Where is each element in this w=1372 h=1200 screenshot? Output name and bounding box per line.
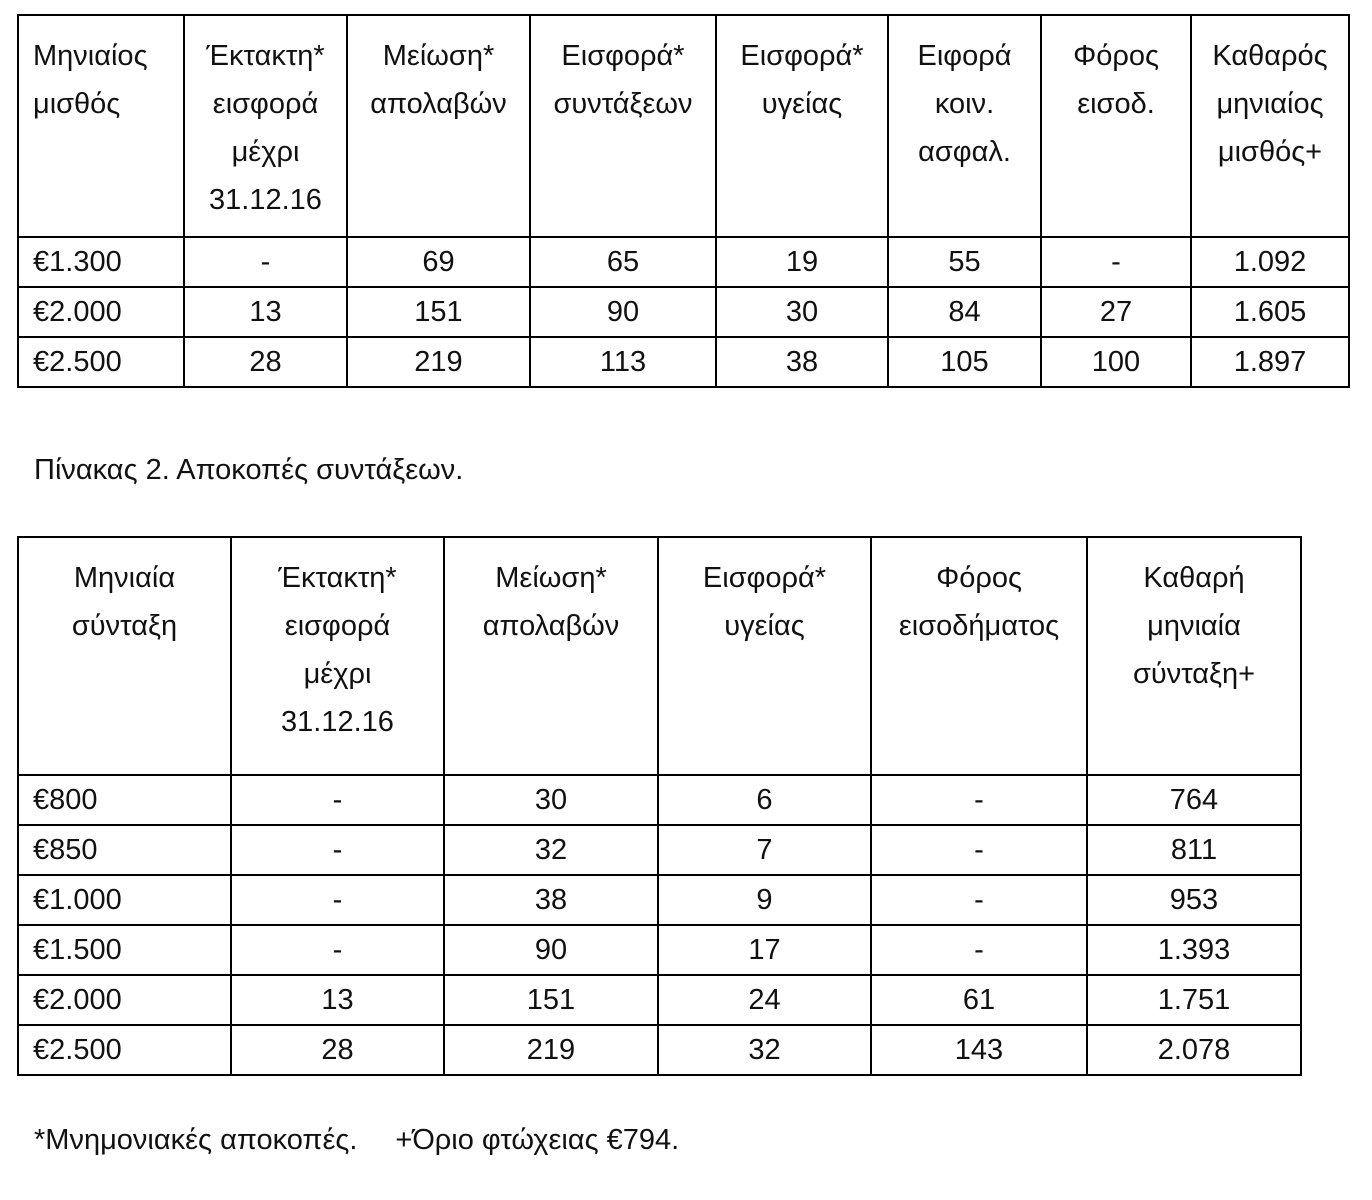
footnote-poverty-line: +Όριο φτώχειας €794. [395, 1124, 680, 1156]
column-header-social-insurance: Ειφορά κοιν. ασφαλ. [888, 15, 1041, 237]
column-header-net-monthly-salary: Καθαρός μηνιαίος μισθός+ [1191, 15, 1349, 237]
table-cell: 38 [444, 875, 658, 925]
table-cell: - [871, 825, 1087, 875]
table-row [18, 1025, 1301, 1075]
table-cell: 1.393 [1087, 925, 1301, 975]
table-row [18, 237, 1349, 287]
table-cell: - [1041, 237, 1191, 287]
table-cell: 113 [530, 337, 716, 387]
table-cell: 100 [1041, 337, 1191, 387]
table-cell: - [184, 237, 347, 287]
table-cell: €1.300 [18, 237, 184, 287]
column-header-pension-contribution: Εισφορά* συντάξεων [530, 15, 716, 237]
column-header-monthly-salary: Μηνιαίος μισθός [18, 15, 184, 237]
table-cell: €2.000 [18, 287, 184, 337]
table-cell: 61 [871, 975, 1087, 1025]
table-cell: €850 [18, 825, 231, 875]
table-cell: 6 [658, 775, 871, 825]
table-cell: 953 [1087, 875, 1301, 925]
table-cell: 811 [1087, 825, 1301, 875]
table-cell: €1.000 [18, 875, 231, 925]
table-cell: 1.092 [1191, 237, 1349, 287]
table-cell: - [871, 775, 1087, 825]
table-cell: 9 [658, 875, 871, 925]
table-cell: 1.897 [1191, 337, 1349, 387]
table-cell: 7 [658, 825, 871, 875]
column-header-net-monthly-pension: Καθαρή μηνιαία σύνταξη+ [1087, 537, 1301, 775]
table-cell: 764 [1087, 775, 1301, 825]
table-cell: 24 [658, 975, 871, 1025]
table-cell: 13 [231, 975, 444, 1025]
table-cell: - [871, 925, 1087, 975]
table-cell: 151 [347, 287, 530, 337]
column-header-monthly-pension: Μηνιαία σύνταξη [18, 537, 231, 775]
table-row [18, 775, 1301, 825]
table-row [18, 975, 1301, 1025]
table-cell: 28 [231, 1025, 444, 1075]
table-cell: 90 [444, 925, 658, 975]
table-header [18, 15, 1349, 237]
table-row [18, 925, 1301, 975]
table-row [18, 337, 1349, 387]
table-cell: 69 [347, 237, 530, 287]
table-cell: - [871, 875, 1087, 925]
column-header-health-contribution: Εισφορά* υγείας [716, 15, 888, 237]
table-body [18, 237, 1349, 387]
table-header [18, 537, 1301, 775]
table-cell: 55 [888, 237, 1041, 287]
table-body [18, 775, 1301, 1075]
pension-deductions-table [17, 536, 1302, 1076]
salary-deductions-table [17, 14, 1350, 388]
table-cell: €2.500 [18, 1025, 231, 1075]
table-cell: 219 [347, 337, 530, 387]
table-cell: €1.500 [18, 925, 231, 975]
table-cell: 143 [871, 1025, 1087, 1075]
table-cell: 17 [658, 925, 871, 975]
table-cell: 84 [888, 287, 1041, 337]
table-row [18, 825, 1301, 875]
table-row [18, 875, 1301, 925]
table-cell: 90 [530, 287, 716, 337]
table-cell: 105 [888, 337, 1041, 387]
table-cell: 30 [716, 287, 888, 337]
table-row [18, 287, 1349, 337]
table-cell: €800 [18, 775, 231, 825]
table-cell: 151 [444, 975, 658, 1025]
header-row [18, 537, 1301, 775]
column-header-income-tax: Φόρος εισοδήματος [871, 537, 1087, 775]
table-cell: €2.500 [18, 337, 184, 387]
table-cell: 2.078 [1087, 1025, 1301, 1075]
table-cell: 28 [184, 337, 347, 387]
table-cell: €2.000 [18, 975, 231, 1025]
table-cell: 27 [1041, 287, 1191, 337]
footnote [34, 1118, 679, 1162]
table-cell: 65 [530, 237, 716, 287]
column-header-earnings-reduction: Μείωση* απολαβών [347, 15, 530, 237]
table-cell: 19 [716, 237, 888, 287]
table-cell: 32 [658, 1025, 871, 1075]
column-header-health-contribution: Εισφορά* υγείας [658, 537, 871, 775]
table-cell: - [231, 825, 444, 875]
table-cell: 32 [444, 825, 658, 875]
header-row [18, 15, 1349, 237]
table-cell: 1.751 [1087, 975, 1301, 1025]
table-cell: 30 [444, 775, 658, 825]
table-cell: - [231, 775, 444, 825]
footnote-memorandum: *Μνημονιακές αποκοπές. [34, 1124, 358, 1156]
table-cell: - [231, 925, 444, 975]
table-cell: 1.605 [1191, 287, 1349, 337]
table-cell: 38 [716, 337, 888, 387]
table-cell: 219 [444, 1025, 658, 1075]
table-cell: - [231, 875, 444, 925]
table-cell: 13 [184, 287, 347, 337]
column-header-income-tax: Φόρος εισοδ. [1041, 15, 1191, 237]
column-header-emergency-contribution: Έκτακτη* εισφορά μέχρι 31.12.16 [184, 15, 347, 237]
column-header-emergency-contribution: Έκτακτη* εισφορά μέχρι 31.12.16 [231, 537, 444, 775]
column-header-earnings-reduction: Μείωση* απολαβών [444, 537, 658, 775]
table-caption: Πίνακας 2. Αποκοπές συντάξεων. [34, 454, 464, 486]
